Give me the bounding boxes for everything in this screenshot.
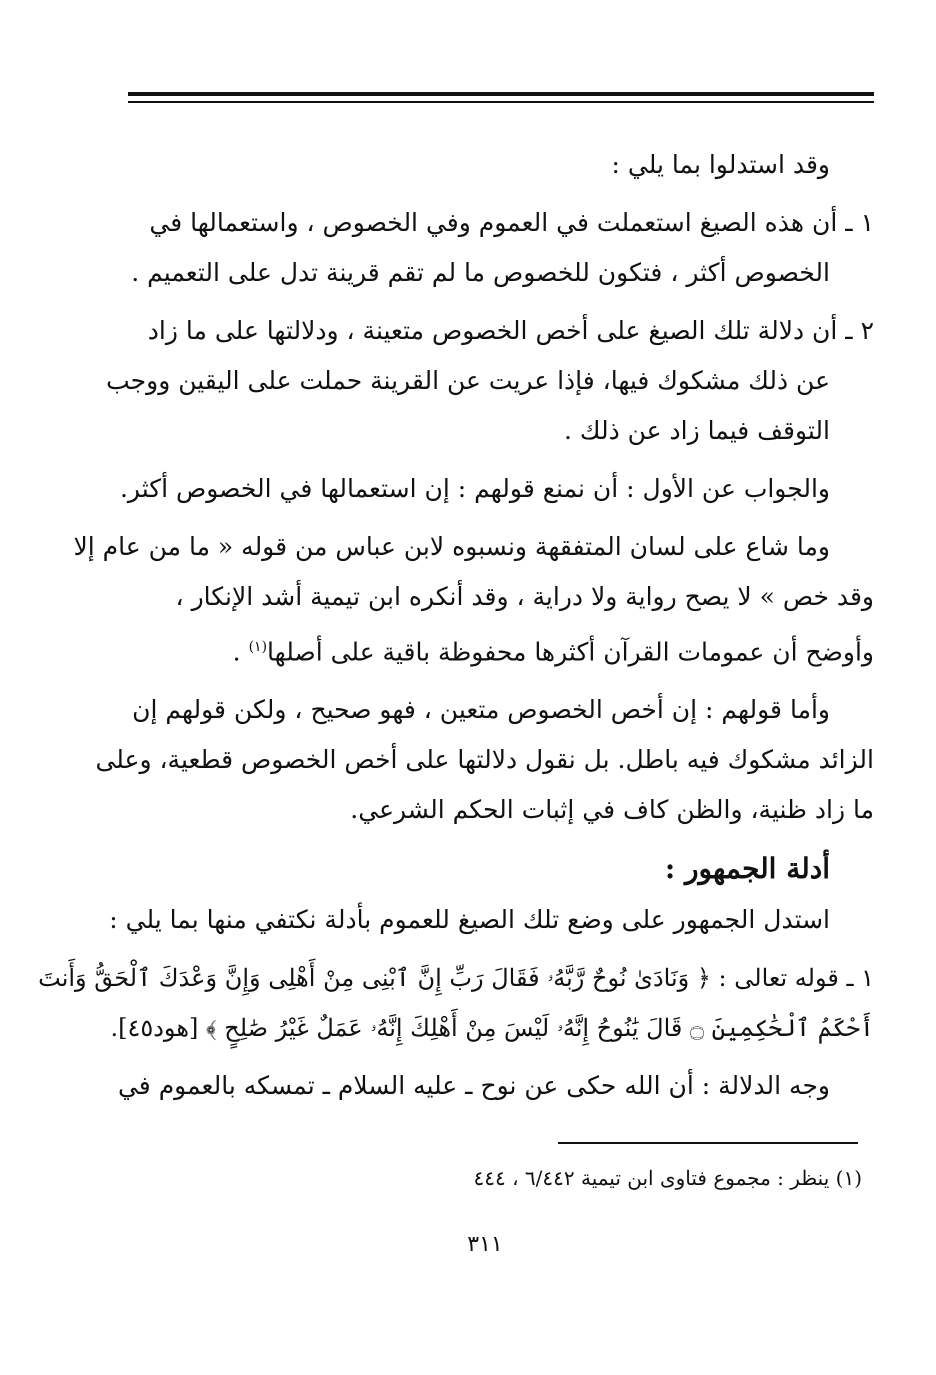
- text-line: استدل الجمهور على وضع تلك الصيغ للعموم بأدلة نكتفي منها بما يلي :: [109, 905, 830, 935]
- text-line: والجواب عن الأول : أن نمنع قولهم : إن استعمالها في الخصوص أكثر.: [119, 474, 830, 503]
- section-heading: أدلة الجمهور :: [664, 852, 830, 886]
- page-body: [38, 140, 874, 1111]
- text-line: وقد استدلوا بما يلي :: [611, 150, 830, 179]
- text-line: وما شاع على لسان المتفقهة ونسبوه لابن عباس من قوله « ما من عام إلا: [73, 532, 830, 561]
- text-line: ١ ـ أن هذه الصيغ استعملت في العموم وفي الخصوص ، واستعمالها في: [149, 208, 874, 237]
- footnote-rule: [558, 1142, 858, 1144]
- footnote: (١) ينظر : مجموع فتاوى ابن تيمية ٦/٤٤٢ ، ٤٤٤: [473, 1166, 862, 1190]
- text-line: وقد خص » لا يصح رواية ولا دراية ، وقد أنكره ابن تيمية أشد الإنكار ،: [175, 582, 874, 611]
- text-line: الخصوص أكثر ، فتكون للخصوص ما لم تقم قرينة تدل على التعميم .: [131, 258, 830, 287]
- quran-line: أَحْكَمُ ٱلْحَٰكِمِينَ ۝ قَالَ يَٰنُوحُ إِنَّهُۥ لَيْسَ مِنْ أَهْلِكَ إِنَّهُۥ عَمَلٌ غَيْرُ صَٰلِحٍ ﴾ [هود٤٥].: [110, 1014, 874, 1043]
- text-line: ٢ ـ أن دلالة تلك الصيغ على أخص الخصوص متعينة ، ودلالتها على ما زاد: [147, 316, 874, 345]
- page-number: ٣١١: [467, 1232, 503, 1257]
- text-line: وأما قولهم : إن أخص الخصوص متعين ، فهو صحيح ، ولكن قولهم إن: [132, 695, 830, 725]
- text-segment: .: [232, 637, 241, 667]
- text-line: التوقف فيما زاد عن ذلك .: [563, 416, 830, 445]
- text-segment: وأوضح أن عمومات القرآن أكثرها محفوظة باقية على أصلها: [267, 637, 874, 667]
- text-line: الزائد مشكوك فيه باطل. بل نقول دلالتها على أخص الخصوص قطعية، وعلى: [95, 745, 874, 775]
- footnote-marker: (١): [248, 639, 268, 655]
- header-rule-thin: [128, 101, 874, 103]
- text-line: وجه الدلالة : أن الله حكى عن نوح ـ عليه السلام ـ تمسكه بالعموم في: [117, 1071, 830, 1101]
- text-line: ما زاد ظنية، والظن كاف في إثبات الحكم الشرعي.: [350, 795, 874, 825]
- text-line: [118, 622, 874, 677]
- text-line: عن ذلك مشكوك فيها، فإذا عريت عن القرينة حملت على اليقين ووجب: [106, 366, 830, 395]
- header-rule-thick: [128, 92, 874, 96]
- quran-line: ١ ـ قوله تعالى : ﴿ وَنَادَىٰ نُوحٌ رَّبَّهُۥ فَقَالَ رَبِّ إِنَّ ٱبْنِى مِنْ أَهْلِى وَإِنَّ وَعْدَكَ ٱلْحَقُّ وَأَنتَ: [38, 964, 874, 993]
